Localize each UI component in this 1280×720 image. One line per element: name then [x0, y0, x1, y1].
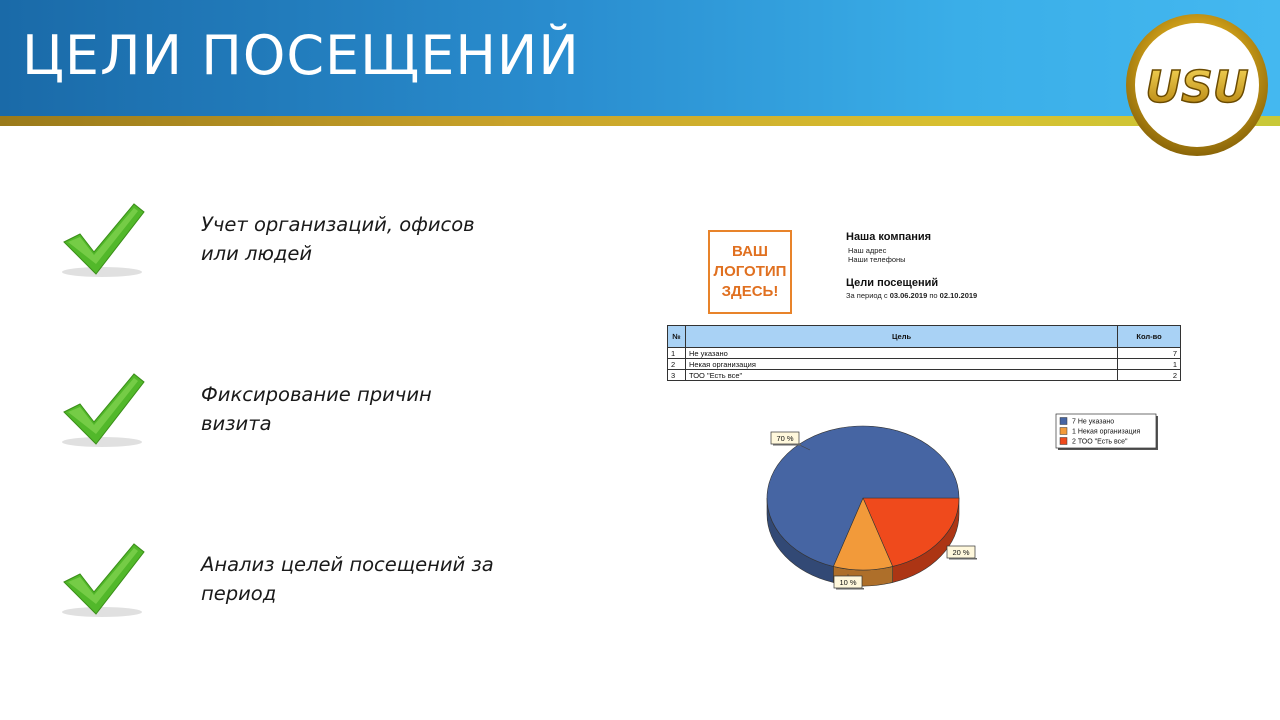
table-cell: ТОО "Есть все"	[685, 370, 1117, 381]
checkmark-icon	[54, 538, 154, 622]
bullet-text: Учет организаций, офисов или людей	[201, 213, 475, 265]
legend-swatch	[1060, 428, 1067, 435]
table-row	[668, 370, 1181, 381]
company-address: Наш адрес	[848, 246, 887, 255]
table-cell: Не указано	[685, 348, 1117, 359]
table-cell: 1	[668, 348, 686, 359]
data-label: 70 %	[776, 434, 794, 443]
company-phones: Наши телефоны	[848, 255, 906, 264]
pie-chart	[740, 410, 1200, 610]
bullet-text: Фиксирование причин визита	[201, 383, 432, 435]
page-title: ЦЕЛИ ПОСЕЩЕНИЙ	[22, 24, 580, 87]
column-header: Цель	[685, 326, 1117, 348]
bullet-text: Анализ целей посещений за период	[201, 553, 494, 605]
checkmark-icon	[54, 368, 154, 452]
bullet-item	[54, 368, 474, 458]
table-cell: 7	[1118, 348, 1181, 359]
table-cell: 1	[1118, 359, 1181, 370]
legend-swatch	[1060, 438, 1067, 445]
table-header-row	[668, 326, 1181, 348]
period-prefix: За период с	[846, 291, 888, 300]
logo-text: USU	[1145, 62, 1249, 113]
column-header: Кол-во	[1118, 326, 1181, 348]
bullet-item	[54, 538, 494, 628]
bullet-item	[54, 198, 474, 288]
checkmark-icon	[54, 198, 154, 282]
table-row	[668, 348, 1181, 359]
data-label-shadow	[773, 444, 801, 446]
company-name: Наша компания	[846, 231, 932, 243]
period-to: 02.10.2019	[939, 291, 978, 300]
data-label: 10 %	[839, 578, 857, 587]
header-stripe	[0, 116, 1280, 126]
period-from: 03.06.2019	[889, 291, 928, 300]
report-period	[846, 291, 977, 300]
report-logo-placeholder: ВАШ ЛОГОТИП ЗДЕСЬ!	[708, 230, 792, 314]
data-label-shadow	[949, 558, 977, 560]
table-cell: Некая организация	[685, 359, 1117, 370]
data-label-shadow	[836, 588, 864, 590]
report-table	[667, 325, 1181, 381]
data-label: 20 %	[952, 548, 970, 557]
report-title: Цели посещений	[846, 277, 939, 289]
legend-label: 1 Некая организация	[1072, 428, 1141, 436]
column-header: №	[668, 326, 686, 348]
table-cell: 2	[668, 359, 686, 370]
table-row	[668, 359, 1181, 370]
table-cell: 3	[668, 370, 686, 381]
usu-logo	[1124, 12, 1270, 158]
legend-swatch	[1060, 418, 1067, 425]
period-mid: по	[929, 291, 938, 300]
legend-label: 7 Не указано	[1072, 418, 1115, 426]
table-cell: 2	[1118, 370, 1181, 381]
legend-label: 2 ТОО "Есть все"	[1072, 438, 1128, 446]
